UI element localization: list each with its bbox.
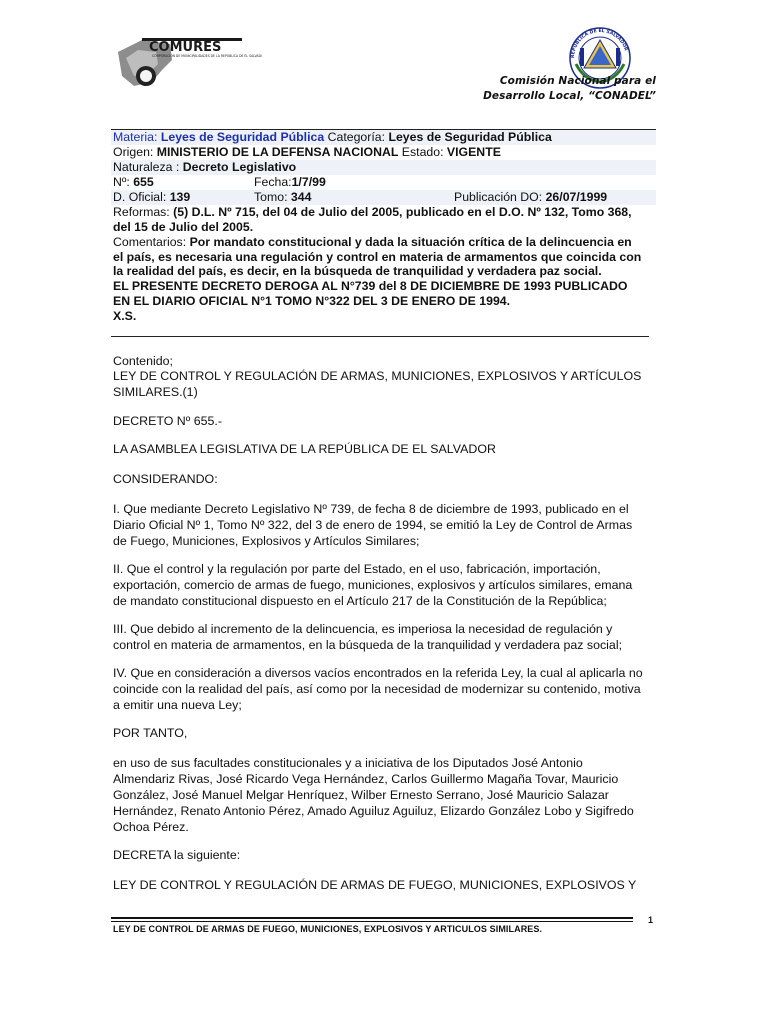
naturaleza-value: Decreto Legislativo — [182, 160, 297, 174]
comentarios-label: Comentarios: — [113, 235, 187, 249]
reformas-line-1 — [113, 205, 632, 220]
considerando-heading: CONSIDERANDO: — [113, 472, 218, 486]
comentarios-line-3 — [113, 264, 602, 279]
considerando-i-line-2: Diario Oficial Nº 1, Tomo Nº 322, del 3 de enero de 1994, se emitió la Ley de Control de Armas — [113, 518, 633, 532]
considerando-iv-line-2: coincide con la realidad del país, así como por la necesidad de modernizar su contenido, motiva — [113, 682, 641, 696]
considerando-iv-line-3: a emitir una nueva Ley; — [113, 698, 242, 712]
considerando-i-line-3: de Fuego, Municiones, Explosivos y Artículos Similares; — [113, 534, 420, 548]
considerando-iv-line-1: IV. Que en consideración a diversos vacíos encontrados en la referida Ley, la cual al aplicarla no — [113, 666, 643, 680]
materia-line — [113, 130, 552, 145]
comentarios-text-5: EN EL DIARIO OFICIAL N°1 TOMO N°322 DEL 3 DE ENERO DE 1994. — [113, 294, 511, 308]
considerando-iii-line-2: control en materia de armamentos, en la búsqueda de la tranquilidad y verdadera paz social; — [113, 638, 623, 652]
ley-title-line-1: LEY DE CONTROL Y REGULACIÓN DE ARMAS, MUNICIONES, EXPLOSIVOS Y ARTÍCULOS — [113, 369, 642, 383]
contenido-heading: Contenido; — [113, 354, 173, 368]
facultades-line-1: en uso de sus facultades constitucionales y a iniciativa de los Diputados José Antonio — [113, 756, 583, 770]
comentarios-line-6 — [113, 309, 136, 324]
comures-logo-graphic — [112, 30, 262, 92]
comentarios-text-4: EL PRESENTE DECRETO DEROGA AL N°739 del 8 DE DICIEMBRE DE 1993 PUBLICADO — [113, 279, 628, 293]
ley-title-line-2: SIMILARES.(1) — [113, 385, 198, 399]
origen-value: MINISTERIO DE LA DEFENSA NACIONAL — [156, 145, 399, 159]
facultades-line-2: Almendariz Rivas, José Ricardo Vega Hernández, Carlos Guillermo Magaña Tovar, Mauricio — [113, 772, 619, 786]
asamblea-heading: LA ASAMBLEA LEGISLATIVA DE LA REPÚBLICA DE EL SALVADOR — [113, 442, 496, 456]
comentarios-text-2: el país, es necesaria una regulación y control en materia de armamentos que coincida con — [113, 250, 642, 264]
considerando-ii-line-3: de mandato constitucional dispuesto en el Artículo 217 de la Constitución de la República; — [113, 594, 607, 608]
comentarios-line-1 — [113, 235, 632, 250]
oficial-label: D. Oficial: — [113, 190, 167, 204]
facultades-line-4: Hernández, Renato Antonio Pérez, Amado Aguiluz Aguiluz, Elizardo González Lobo y Sigifredo — [113, 804, 634, 818]
decreto-number: DECRETO Nº 655.- — [113, 414, 222, 428]
fecha-field — [254, 175, 326, 190]
publicacion-label: Publicación DO: — [454, 190, 543, 204]
info-bottom-rule — [111, 336, 649, 337]
materia-value: Leyes de Seguridad Pública — [160, 130, 325, 144]
fecha-label: Fecha: — [254, 175, 292, 189]
origen-label: Origen: — [113, 145, 154, 159]
reformas-line-2 — [113, 220, 253, 235]
reformas-text-1: (5) D.L. Nº 715, del 04 de Julio del 2005, publicado en el D.O. Nº 132, Tomo 368, — [173, 205, 632, 219]
page-number: 1 — [648, 915, 654, 925]
estado-label: Estado: — [401, 145, 444, 159]
facultades-line-5: Ochoa Pérez. — [113, 820, 189, 834]
reformas-text-2: del 15 de Julio del 2005. — [113, 220, 254, 234]
footer-rule-thin — [111, 921, 633, 922]
considerando-ii-line-1: II. Que el control y la regulación por parte del Estado, en el uso, fabricación, importación, — [113, 562, 601, 576]
materia-label: Materia: — [113, 130, 158, 144]
categoria-value: Leyes de Seguridad Pública — [388, 130, 552, 144]
comures-logo-text: COMURES — [149, 40, 222, 55]
numero-label: Nº: — [113, 175, 130, 189]
considerando-i-line-1: I. Que mediante Decreto Legislativo Nº 739, de fecha 8 de diciembre de 1993, publicado en el — [113, 502, 629, 516]
comures-logo-subtext: CORPORACIÓN DE MUNICIPALIDADES DE LA REPÚBLICA DE EL SALVADOR — [152, 54, 262, 58]
tomo-label: Tomo: — [254, 190, 288, 204]
comentarios-line-4 — [113, 279, 627, 294]
publicacion-value: 26/07/1999 — [545, 190, 608, 204]
numero-line — [113, 175, 154, 190]
naturaleza-label: Naturaleza : — [113, 160, 180, 174]
seal-text: REPÚBLICA DE EL SALVADOR — [570, 28, 628, 59]
comentarios-line-5 — [113, 294, 510, 309]
considerando-iii-line-1: III. Que debido al incremento de la delincuencia, es imperiosa la necesidad de regulación y — [113, 622, 613, 636]
org-name-line-2: Desarrollo Local, “CONADEL” — [483, 90, 656, 102]
comentarios-line-2 — [113, 250, 641, 265]
categoria-label: Categoría: — [327, 130, 386, 144]
considerando-ii-line-2: exportación, comercio de armas de fuego, municiones, explosivos y artículos similares, emana — [113, 578, 633, 592]
comentarios-text-1: Por mandato constitucional y dada la situación crítica de la delincuencia en — [189, 235, 632, 249]
numero-value: 655 — [133, 175, 154, 189]
footer-title: LEY DE CONTROL DE ARMAS DE FUEGO, MUNICIONES, EXPLOSIVOS Y ARTICULOS SIMILARES. — [113, 924, 543, 934]
comentarios-text-3: la realidad del país, es decir, en la búsqueda de tranquilidad y verdadera paz social. — [113, 264, 602, 278]
estado-value: VIGENTE — [446, 145, 501, 159]
reformas-label: Reformas: — [113, 205, 170, 219]
org-name-line-1: Comisión Nacional para el — [499, 75, 656, 87]
tomo-field — [254, 190, 311, 205]
oficial-value: 139 — [169, 190, 191, 204]
footer-rule-thick — [111, 917, 633, 919]
publicacion-field — [454, 190, 607, 205]
origen-line — [113, 145, 501, 160]
comentarios-text-6: X.S. — [113, 309, 137, 323]
decreta-line: DECRETA la siguiente: — [113, 848, 241, 862]
ley-final-line: LEY DE CONTROL Y REGULACIÓN DE ARMAS DE FUEGO, MUNICIONES, EXPLOSIVOS Y — [113, 878, 637, 892]
fecha-value: 1/7/99 — [291, 175, 326, 189]
tomo-value: 344 — [290, 190, 312, 204]
naturaleza-line — [113, 160, 296, 175]
oficial-line — [113, 190, 190, 205]
facultades-line-3: González, José Manuel Melgar Henríquez, Wilber Ernesto Serrano, José Mauricio Salazar — [113, 788, 609, 802]
por-tanto-heading: POR TANTO, — [113, 726, 188, 740]
comures-logo — [112, 30, 262, 92]
